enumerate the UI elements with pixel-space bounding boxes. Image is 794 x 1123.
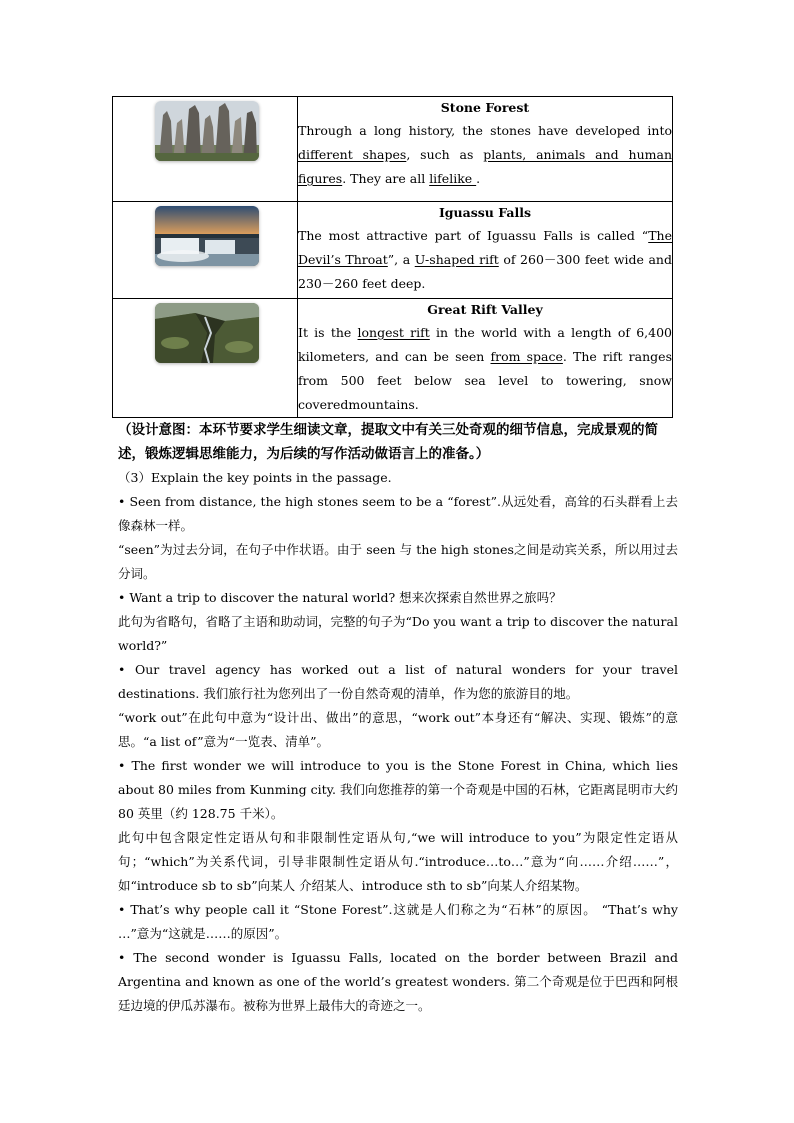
great-rift-valley-photo bbox=[155, 303, 259, 363]
content-section bbox=[118, 466, 678, 1018]
paragraph: • The first wonder we will introduce to you is the Stone Forest in China, which lies about 80 miles from Kunming city. 我们向您推荐的第一个奇观是中国的石林，它距离昆明市大约 80 英里（约 128.75 千米）。 bbox=[118, 758, 678, 821]
text-segment: . bbox=[476, 171, 481, 186]
design-note: （设计意图：本环节要求学生细读文章，提取文中有关三处奇观的细节信息，完成景观的简述，锻炼逻辑思维能力，为后续的写作活动做语言上的准备。） bbox=[118, 422, 658, 462]
stone-forest-photo bbox=[155, 101, 259, 161]
text-segment: ”, a bbox=[387, 252, 415, 267]
paragraph: • Our travel agency has worked out a list of natural wonders for your travel destinations. 我们旅行社为您列出了一份自然奇观的清单，作为您的旅游目的地。 bbox=[118, 662, 678, 701]
underlined-answer: from space bbox=[490, 349, 563, 364]
table-row bbox=[113, 202, 673, 299]
wonder-title: Iguassu Falls bbox=[438, 205, 532, 220]
wonder-text bbox=[298, 321, 672, 417]
text-segment: It is the bbox=[298, 325, 358, 340]
paragraph: 此句为省略句，省略了主语和助动词，完整的句子为“Do you want a trip to discover the natural world?” bbox=[118, 614, 678, 653]
paragraph: 此句中包含限定性定语从句和非限制性定语从句,“we will introduce to you”为限定性定语从句；“which”为关系代词，引导非限制性定语从句.“introduce…to…”意为“向……介绍……”，如“introduce sb to sb”向某人 介绍某人、introduce sth to sb”向某人介绍某物。 bbox=[118, 830, 678, 893]
iguassu-falls-photo bbox=[155, 206, 259, 266]
underlined-answer: plants, animals and human figures bbox=[298, 147, 672, 186]
wonder-text bbox=[298, 119, 672, 191]
image-cell bbox=[113, 299, 298, 418]
underlined-answer: The Devil’s Throat bbox=[298, 228, 672, 267]
image-cell bbox=[113, 97, 298, 202]
paragraph: “seen”为过去分词，在句子中作状语。由于 seen 与 the high stones之间是动宾关系，所以用过去分词。 bbox=[118, 542, 678, 581]
text-segment: The most attractive part of Iguassu Falls is called “ bbox=[298, 228, 649, 243]
underlined-answer: different shapes bbox=[298, 147, 407, 162]
paragraph: • Want a trip to discover the natural world? 想来次探索自然世界之旅吗？ bbox=[118, 590, 562, 605]
stone-forest-description bbox=[298, 97, 673, 202]
text-segment: in the world with a length of 6,400 kilometers, and can be seen bbox=[298, 325, 672, 364]
paragraph: • The second wonder is Iguassu Falls, located on the border between Brazil and Argentina and known as one of the world’s greatest wonders. 第二个奇观是位于巴西和阿根廷边境的伊瓜苏瀑布。被称为世界上最伟大的奇迹之一。 bbox=[118, 950, 678, 1013]
iguassu-falls-description bbox=[298, 202, 673, 299]
text-segment: . They are all bbox=[342, 171, 430, 186]
paragraph: “work out”在此句中意为“设计出、做出”的意思，“work out”本身还有“解决、实现、锻炼”的意思。“a list of”意为“一览表、清单”。 bbox=[118, 710, 678, 749]
underlined-answer: lifelike bbox=[429, 171, 477, 186]
paragraph: • That’s why people call it “Stone Forest”.这就是人们称之为“石林”的原因。 “That’s why …”意为“这就是……的原因”。 bbox=[118, 902, 678, 941]
image-cell bbox=[113, 202, 298, 299]
wonder-text bbox=[298, 224, 672, 296]
underlined-answer: longest rift bbox=[357, 325, 430, 340]
paragraph: • Seen from distance, the high stones seem to be a “forest”.从远处看，高耸的石头群看上去像森林一样。 bbox=[118, 494, 678, 533]
wonder-title: Stone Forest bbox=[440, 100, 530, 115]
table-row bbox=[113, 299, 673, 418]
underlined-answer: U-shaped rift bbox=[414, 252, 499, 267]
section-heading: （3）Explain the key points in the passage. bbox=[118, 470, 392, 485]
text-segment: Through a long history, the stones have developed into bbox=[298, 123, 672, 138]
great-rift-valley-description bbox=[298, 299, 673, 418]
text-segment: of 260－300 feet wide and 230－260 feet deep. bbox=[298, 252, 672, 291]
text-segment: . The rift ranges from 500 feet below sea level to towering, snow coveredmountains. bbox=[298, 349, 672, 412]
text-segment: , such as bbox=[406, 147, 484, 162]
wonder-title: Great Rift Valley bbox=[427, 302, 543, 317]
wonders-table bbox=[112, 96, 673, 418]
table-row bbox=[113, 97, 673, 202]
